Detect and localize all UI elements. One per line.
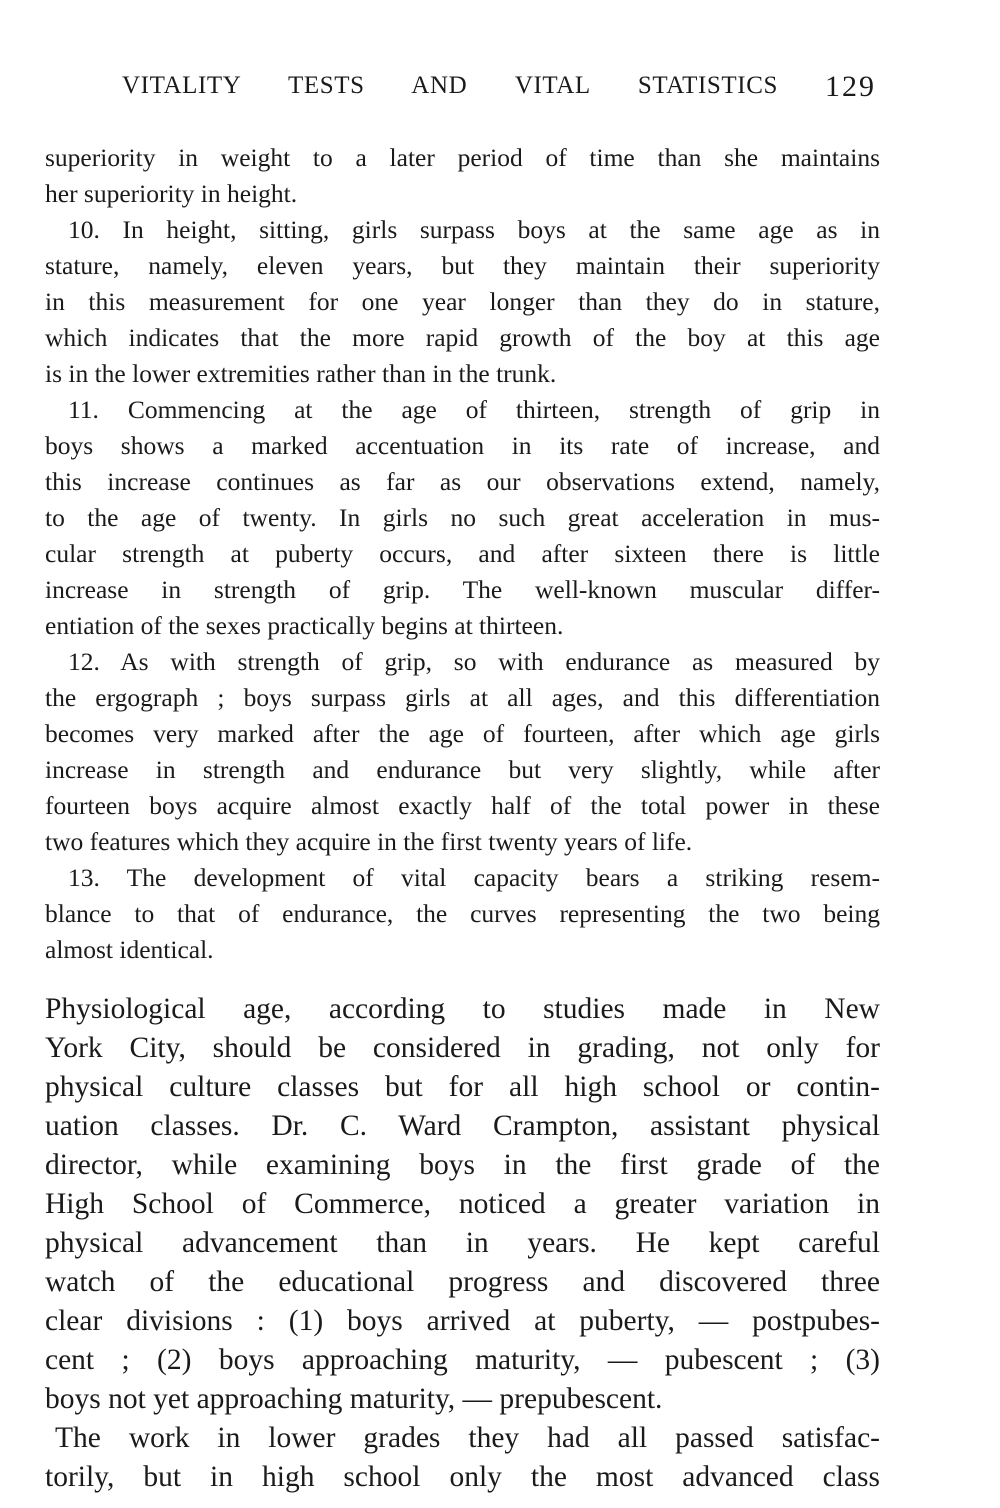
text-line: stature, namely, eleven years, but they maintain their superiority xyxy=(45,251,880,280)
text-line: director, while examining boys in the first grade of the xyxy=(45,1149,880,1181)
text-line: 13. The development of vital capacity bears a striking resem- xyxy=(68,863,880,892)
text-line: 12. As with strength of grip, so with endurance as measured by xyxy=(68,647,880,676)
text-line: High School of Commerce, noticed a greater variation in xyxy=(45,1188,880,1220)
text-line: this increase continues as far as our observations extend, namely, xyxy=(45,467,880,496)
text-line: torily, but in high school only the most advanced class xyxy=(45,1461,880,1493)
text-line: boys not yet approaching maturity, — prepubescent. xyxy=(45,1383,663,1415)
text-line: blance to that of endurance, the curves representing the two being xyxy=(45,899,880,928)
text-line: The work in lower grades they had all passed satisfac- xyxy=(55,1422,880,1454)
text-line: cular strength at puberty occurs, and after sixteen there is little xyxy=(45,539,880,568)
text-line: the ergograph ; boys surpass girls at all ages, and this differentiation xyxy=(45,683,880,712)
text-line: increase in strength of grip. The well-known muscular differ- xyxy=(45,575,880,604)
text-line: which indicates that the more rapid growth of the boy at this age xyxy=(45,323,880,352)
physiological-age-section xyxy=(45,990,880,1497)
text-line: entiation of the sexes practically begins at thirteen. xyxy=(45,611,564,640)
text-line: physical advancement than in years. He kept careful xyxy=(45,1227,880,1259)
paragraph xyxy=(45,140,880,212)
text-line: her superiority in height. xyxy=(45,179,298,208)
text-line: in this measurement for one year longer than they do in stature, xyxy=(45,287,880,316)
text-line: watch of the educational progress and discovered three xyxy=(45,1266,880,1298)
text-line: uation classes. Dr. C. Ward Crampton, assistant physical xyxy=(45,1110,880,1142)
text-line: almost identical. xyxy=(45,935,214,964)
text-line: two features which they acquire in the first twenty years of life. xyxy=(45,827,693,856)
text-line: becomes very marked after the age of fourteen, after which age girls xyxy=(45,719,880,748)
text-line: cent ; (2) boys approaching maturity, — pubescent ; (3) xyxy=(45,1344,880,1376)
text-line: physical culture classes but for all high school or contin- xyxy=(45,1071,880,1103)
page-number: 129 xyxy=(825,70,876,103)
paragraph xyxy=(45,990,880,1419)
text-line: is in the lower extremities rather than in the trunk. xyxy=(45,359,557,388)
text-line: York City, should be considered in grading, not only for xyxy=(45,1032,880,1064)
text-line: to the age of twenty. In girls no such great acceleration in mus- xyxy=(45,503,880,532)
text-line: fourteen boys acquire almost exactly half of the total power in these xyxy=(45,791,880,820)
numbered-findings-section xyxy=(45,140,880,968)
paragraph xyxy=(45,212,880,392)
paragraph xyxy=(45,392,880,644)
text-line: increase in strength and endurance but very slightly, while after xyxy=(45,755,880,784)
running-head-title: VITALITY TESTS AND VITAL STATISTICS xyxy=(122,72,778,99)
paragraph xyxy=(45,644,880,860)
text-line: 11. Commencing at the age of thirteen, strength of grip in xyxy=(68,395,880,424)
text-line: boys shows a marked accentuation in its rate of increase, and xyxy=(45,431,880,460)
paragraph xyxy=(45,860,880,968)
paragraph xyxy=(45,1419,880,1497)
text-line: clear divisions : (1) boys arrived at puberty, — postpubes- xyxy=(45,1305,880,1337)
text-line: Physiological age, according to studies made in New xyxy=(45,993,880,1025)
text-line: superiority in weight to a later period of time than she maintains xyxy=(45,143,880,172)
text-line: 10. In height, sitting, girls surpass boys at the same age as in xyxy=(68,215,880,244)
